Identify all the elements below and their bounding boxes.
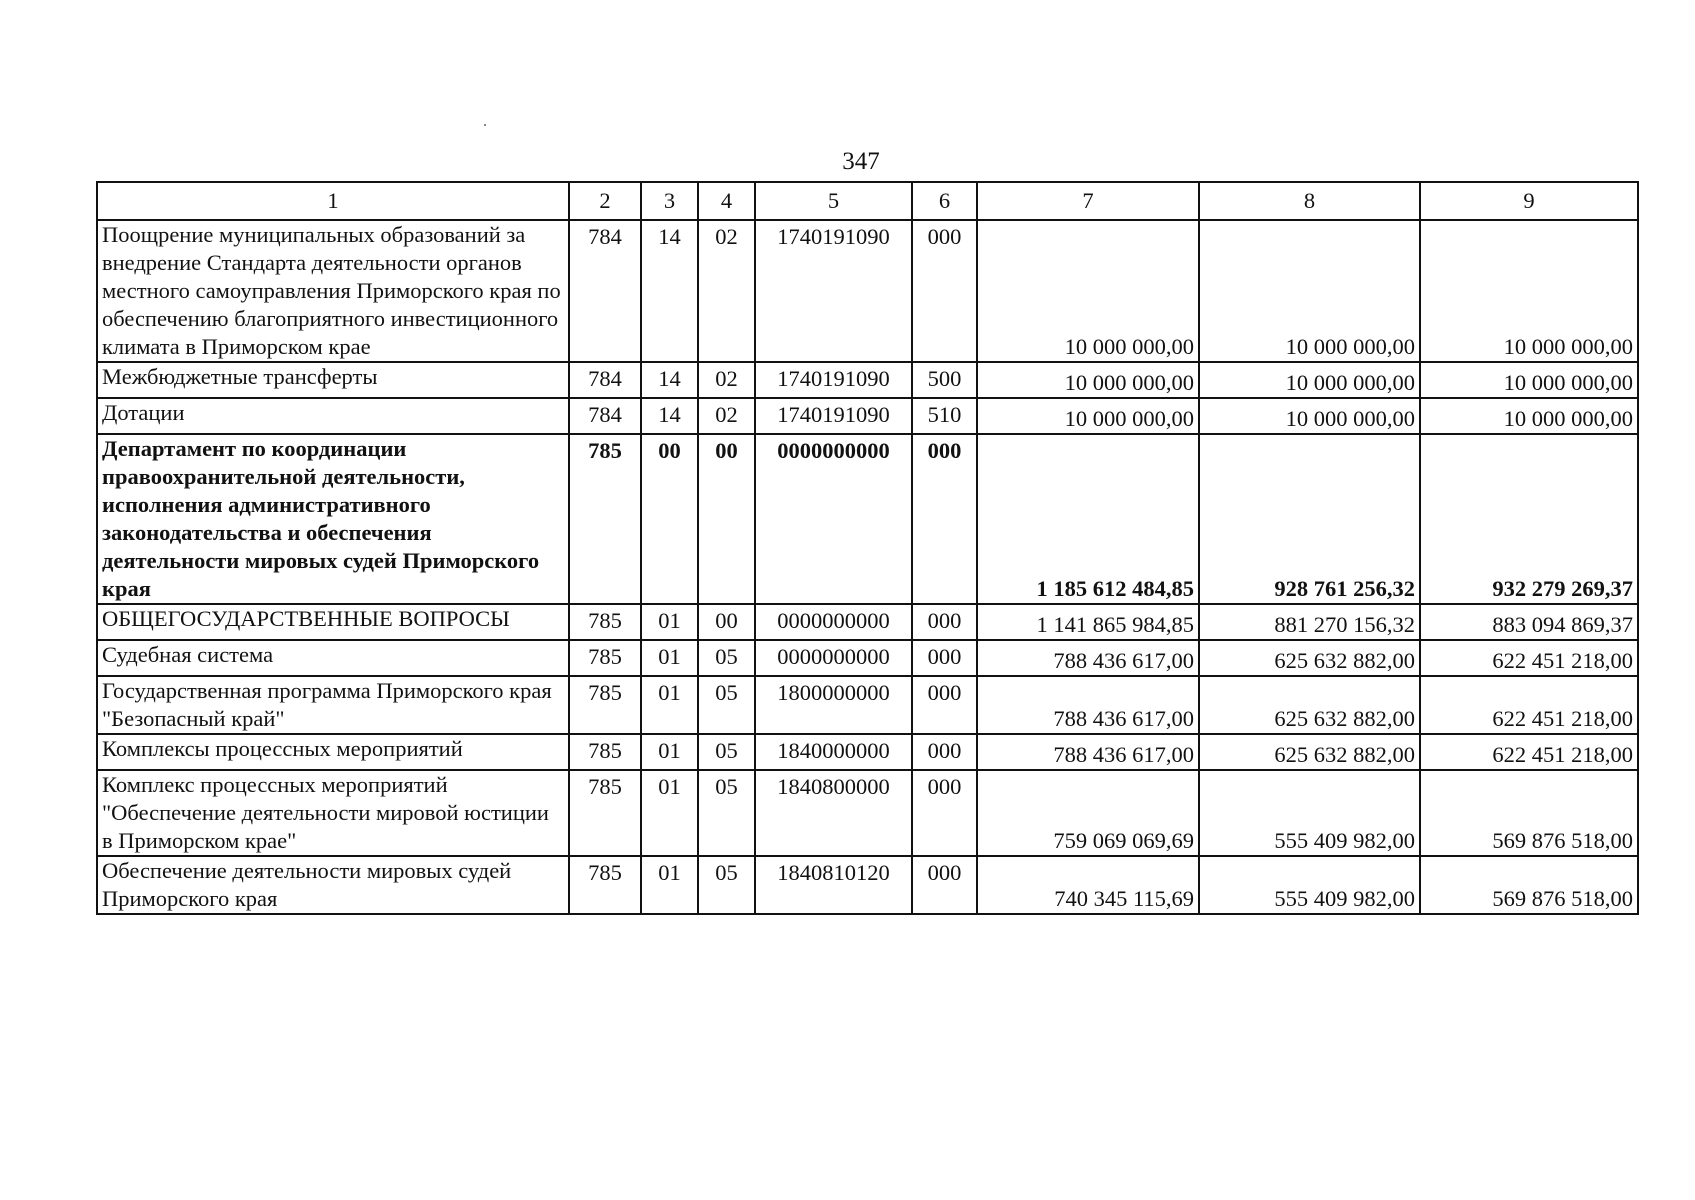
row-sum-col7: 10 000 000,00 — [977, 398, 1199, 434]
row-sum-col9: 622 451 218,00 — [1420, 734, 1638, 770]
row-code-grbs: 785 — [569, 734, 641, 770]
row-code-grbs: 785 — [569, 434, 641, 604]
column-header: 8 — [1199, 182, 1420, 220]
row-code-target: 1840800000 — [755, 770, 912, 856]
row-code-grbs: 785 — [569, 770, 641, 856]
row-sum-col9: 622 451 218,00 — [1420, 676, 1638, 734]
row-sum-col8: 881 270 156,32 — [1199, 604, 1420, 640]
row-code-target: 1740191090 — [755, 362, 912, 398]
budget-table — [96, 181, 1639, 915]
table-row — [97, 640, 1638, 676]
row-name: Комплексы процессных мероприятий — [97, 734, 569, 770]
row-sum-col9: 932 279 269,37 — [1420, 434, 1638, 604]
row-code-expense-type: 000 — [912, 640, 977, 676]
row-code-section: 00 — [641, 434, 698, 604]
row-sum-col7: 10 000 000,00 — [977, 220, 1199, 362]
row-sum-col9: 10 000 000,00 — [1420, 362, 1638, 398]
row-code-grbs: 784 — [569, 398, 641, 434]
row-code-expense-type: 500 — [912, 362, 977, 398]
row-code-section: 01 — [641, 856, 698, 914]
row-code-target: 0000000000 — [755, 434, 912, 604]
row-code-section: 01 — [641, 676, 698, 734]
row-code-subsection: 05 — [698, 640, 755, 676]
table-row — [97, 604, 1638, 640]
row-code-expense-type: 000 — [912, 770, 977, 856]
table-row — [97, 676, 1638, 734]
row-code-grbs: 784 — [569, 220, 641, 362]
table-row — [97, 434, 1638, 604]
row-sum-col8: 625 632 882,00 — [1199, 676, 1420, 734]
row-code-expense-type: 000 — [912, 676, 977, 734]
row-code-grbs: 785 — [569, 640, 641, 676]
row-code-section: 14 — [641, 220, 698, 362]
row-sum-col9: 10 000 000,00 — [1420, 220, 1638, 362]
row-code-section: 14 — [641, 362, 698, 398]
row-sum-col7: 788 436 617,00 — [977, 734, 1199, 770]
table-row — [97, 856, 1638, 914]
row-code-target: 1840000000 — [755, 734, 912, 770]
table-row — [97, 398, 1638, 434]
row-name: Обеспечение деятельности мировых судей Приморского края — [97, 856, 569, 914]
row-sum-col8: 10 000 000,00 — [1199, 398, 1420, 434]
row-sum-col8: 555 409 982,00 — [1199, 856, 1420, 914]
row-sum-col8: 555 409 982,00 — [1199, 770, 1420, 856]
table-header-row — [97, 182, 1638, 220]
row-code-section: 01 — [641, 734, 698, 770]
row-code-subsection: 00 — [698, 434, 755, 604]
row-name: Департамент по координации правоохранительной деятельности, исполнения административного законодательства и обеспечения деятельности мировых судей Приморского края — [97, 434, 569, 604]
column-header: 4 — [698, 182, 755, 220]
table-row — [97, 770, 1638, 856]
row-code-subsection: 05 — [698, 734, 755, 770]
scan-speck — [484, 124, 486, 126]
row-code-section: 01 — [641, 640, 698, 676]
row-code-grbs: 785 — [569, 676, 641, 734]
column-header: 3 — [641, 182, 698, 220]
row-sum-col9: 10 000 000,00 — [1420, 398, 1638, 434]
row-code-subsection: 02 — [698, 398, 755, 434]
row-sum-col7: 1 141 865 984,85 — [977, 604, 1199, 640]
row-code-expense-type: 000 — [912, 604, 977, 640]
column-header: 7 — [977, 182, 1199, 220]
table-row — [97, 734, 1638, 770]
row-name: Межбюджетные трансферты — [97, 362, 569, 398]
row-name: Государственная программа Приморского края "Безопасный край" — [97, 676, 569, 734]
row-sum-col7: 788 436 617,00 — [977, 676, 1199, 734]
row-name: Судебная система — [97, 640, 569, 676]
column-header: 2 — [569, 182, 641, 220]
row-code-target: 1800000000 — [755, 676, 912, 734]
row-sum-col7: 759 069 069,69 — [977, 770, 1199, 856]
row-code-expense-type: 000 — [912, 734, 977, 770]
column-header: 5 — [755, 182, 912, 220]
row-sum-col7: 740 345 115,69 — [977, 856, 1199, 914]
row-code-expense-type: 510 — [912, 398, 977, 434]
row-code-target: 0000000000 — [755, 640, 912, 676]
row-code-target: 1840810120 — [755, 856, 912, 914]
row-code-subsection: 02 — [698, 362, 755, 398]
row-sum-col9: 883 094 869,37 — [1420, 604, 1638, 640]
row-code-grbs: 784 — [569, 362, 641, 398]
row-code-subsection: 05 — [698, 856, 755, 914]
page-number: 347 — [842, 148, 880, 175]
row-name: Комплекс процессных мероприятий "Обеспечение деятельности мировой юстиции в Приморском крае" — [97, 770, 569, 856]
row-code-subsection: 02 — [698, 220, 755, 362]
table-row — [97, 362, 1638, 398]
row-code-expense-type: 000 — [912, 220, 977, 362]
row-code-target: 1740191090 — [755, 220, 912, 362]
row-code-section: 14 — [641, 398, 698, 434]
row-sum-col9: 622 451 218,00 — [1420, 640, 1638, 676]
row-code-target: 1740191090 — [755, 398, 912, 434]
row-sum-col7: 10 000 000,00 — [977, 362, 1199, 398]
row-code-subsection: 05 — [698, 770, 755, 856]
column-header: 9 — [1420, 182, 1638, 220]
row-code-section: 01 — [641, 604, 698, 640]
row-sum-col8: 10 000 000,00 — [1199, 220, 1420, 362]
row-code-section: 01 — [641, 770, 698, 856]
row-code-grbs: 785 — [569, 604, 641, 640]
row-sum-col9: 569 876 518,00 — [1420, 770, 1638, 856]
row-code-expense-type: 000 — [912, 434, 977, 604]
column-header: 1 — [97, 182, 569, 220]
row-code-expense-type: 000 — [912, 856, 977, 914]
row-code-target: 0000000000 — [755, 604, 912, 640]
row-sum-col7: 788 436 617,00 — [977, 640, 1199, 676]
row-name: Поощрение муниципальных образований за внедрение Стандарта деятельности органов местного самоуправления Приморского края по обеспечению благоприятного инвестиционного климата в Приморском крае — [97, 220, 569, 362]
row-sum-col8: 625 632 882,00 — [1199, 734, 1420, 770]
row-code-grbs: 785 — [569, 856, 641, 914]
row-code-subsection: 05 — [698, 676, 755, 734]
row-sum-col7: 1 185 612 484,85 — [977, 434, 1199, 604]
column-header: 6 — [912, 182, 977, 220]
row-sum-col8: 625 632 882,00 — [1199, 640, 1420, 676]
table-row — [97, 220, 1638, 362]
row-name: ОБЩЕГОСУДАРСТВЕННЫЕ ВОПРОСЫ — [97, 604, 569, 640]
row-sum-col9: 569 876 518,00 — [1420, 856, 1638, 914]
row-sum-col8: 928 761 256,32 — [1199, 434, 1420, 604]
row-sum-col8: 10 000 000,00 — [1199, 362, 1420, 398]
row-code-subsection: 00 — [698, 604, 755, 640]
row-name: Дотации — [97, 398, 569, 434]
